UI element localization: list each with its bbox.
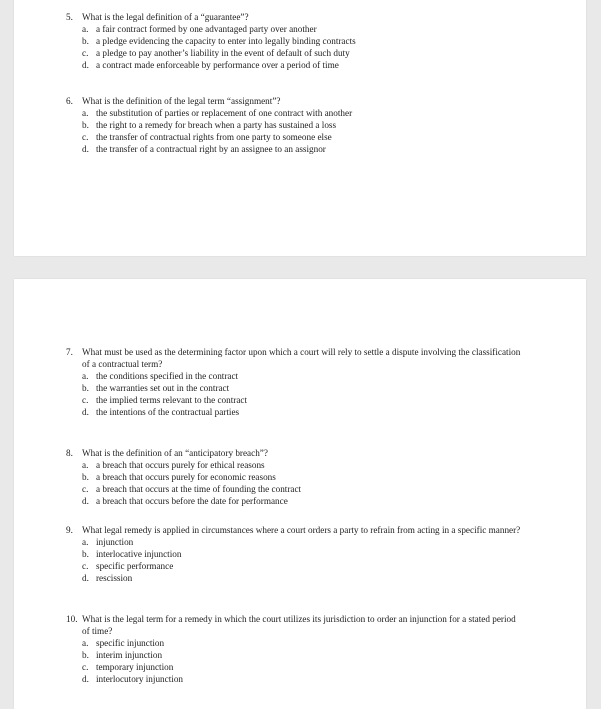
option-text: a pledge evidencing the capacity to enter into legally binding contracts: [96, 36, 356, 46]
answer-option: [66, 131, 522, 143]
answer-option: [66, 483, 522, 495]
option-text: the implied terms relevant to the contract: [96, 395, 248, 405]
answer-option: [66, 23, 522, 35]
option-text: the warranties set out in the contract: [96, 383, 230, 393]
answer-option: [66, 637, 522, 649]
answer-option: [66, 370, 522, 382]
option-text: a breach that occurs purely for ethical reasons: [96, 460, 265, 470]
option-text: injunction: [96, 537, 134, 547]
option-letter: d.: [82, 573, 89, 583]
question-6: [66, 95, 522, 155]
answer-option: [66, 471, 522, 483]
option-letter: c.: [82, 132, 89, 142]
option-text: a breach that occurs at the time of founding the contract: [96, 484, 302, 494]
answer-option: [66, 119, 522, 131]
option-text: the substitution of parties or replacement of one contract with another: [96, 108, 353, 118]
question-number: 10.: [66, 614, 78, 624]
answer-option: [66, 673, 522, 685]
option-letter: b.: [82, 650, 89, 660]
option-text: the conditions specified in the contract: [96, 371, 239, 381]
option-letter: a.: [82, 24, 89, 34]
question-text: What legal remedy is applied in circumstances where a court orders a party to refrain from acting in a specific manner?: [82, 525, 521, 535]
option-letter: c.: [82, 484, 89, 494]
option-letter: a.: [82, 371, 89, 381]
option-text: interlocutory injunction: [96, 674, 184, 684]
option-text: a breach that occurs before the date for performance: [96, 496, 288, 506]
question-number: 6.: [66, 96, 73, 106]
option-text: the intentions of the contractual parties: [96, 407, 240, 417]
answer-option: [66, 59, 522, 71]
option-letter: a.: [82, 537, 89, 547]
answer-option: [66, 47, 522, 59]
option-letter: c.: [82, 561, 89, 571]
option-text: a breach that occurs purely for economic reasons: [96, 472, 276, 482]
option-letter: a.: [82, 638, 89, 648]
answer-option: [66, 572, 522, 584]
question-text: What must be used as the determining factor upon which a court will rely to settle a dispute involving the classification of a contractual term?: [82, 347, 521, 369]
option-letter: a.: [82, 460, 89, 470]
option-letter: c.: [82, 662, 89, 672]
option-letter: c.: [82, 48, 89, 58]
option-text: interim injunction: [96, 650, 163, 660]
option-text: a pledge to pay another’s liability in the event of default of such duty: [96, 48, 350, 58]
option-letter: a.: [82, 108, 89, 118]
question-5: [66, 11, 522, 71]
option-text: rescission: [96, 573, 133, 583]
option-text: the transfer of a contractual right by an assignee to an assignor: [96, 144, 326, 154]
answer-option: [66, 107, 522, 119]
document-page-2: [14, 279, 586, 709]
option-text: a fair contract formed by one advantaged party over another: [96, 24, 317, 34]
option-text: temporary injunction: [96, 662, 174, 672]
option-text: interlocative injunction: [96, 549, 182, 559]
option-text: specific injunction: [96, 638, 165, 648]
option-text: specific performance: [96, 561, 174, 571]
question-text: What is the definition of an “anticipatory breach”?: [82, 448, 268, 458]
answer-option: [66, 649, 522, 661]
question-10: [66, 613, 522, 685]
option-letter: b.: [82, 472, 89, 482]
option-letter: d.: [82, 144, 89, 154]
answer-option: [66, 394, 522, 406]
option-text: the right to a remedy for breach when a party has sustained a loss: [96, 120, 337, 130]
question-text: What is the legal definition of a “guarantee”?: [82, 12, 249, 22]
question-number: 9.: [66, 525, 73, 535]
document-page-1: [14, 0, 586, 256]
question-number: 7.: [66, 347, 73, 357]
option-letter: b.: [82, 120, 89, 130]
question-7: [66, 346, 522, 418]
option-text: the transfer of contractual rights from one party to someone else: [96, 132, 332, 142]
question-number: 5.: [66, 12, 73, 22]
answer-option: [66, 536, 522, 548]
answer-option: [66, 459, 522, 471]
option-letter: d.: [82, 674, 89, 684]
option-letter: d.: [82, 407, 89, 417]
option-letter: c.: [82, 395, 89, 405]
option-letter: b.: [82, 36, 89, 46]
question-8: [66, 447, 522, 507]
answer-option: [66, 143, 522, 155]
answer-option: [66, 495, 522, 507]
answer-option: [66, 406, 522, 418]
question-text: What is the legal term for a remedy in which the court utilizes its jurisdiction to order an injunction for a stated period of time?: [82, 614, 516, 636]
question-number: 8.: [66, 448, 73, 458]
question-9: [66, 524, 522, 584]
answer-option: [66, 560, 522, 572]
answer-option: [66, 382, 522, 394]
answer-option: [66, 35, 522, 47]
option-letter: b.: [82, 549, 89, 559]
question-text: What is the definition of the legal term “assignment”?: [82, 96, 281, 106]
option-letter: d.: [82, 496, 89, 506]
answer-option: [66, 548, 522, 560]
option-text: a contract made enforceable by performance over a period of time: [96, 60, 339, 70]
option-letter: b.: [82, 383, 89, 393]
option-letter: d.: [82, 60, 89, 70]
answer-option: [66, 661, 522, 673]
